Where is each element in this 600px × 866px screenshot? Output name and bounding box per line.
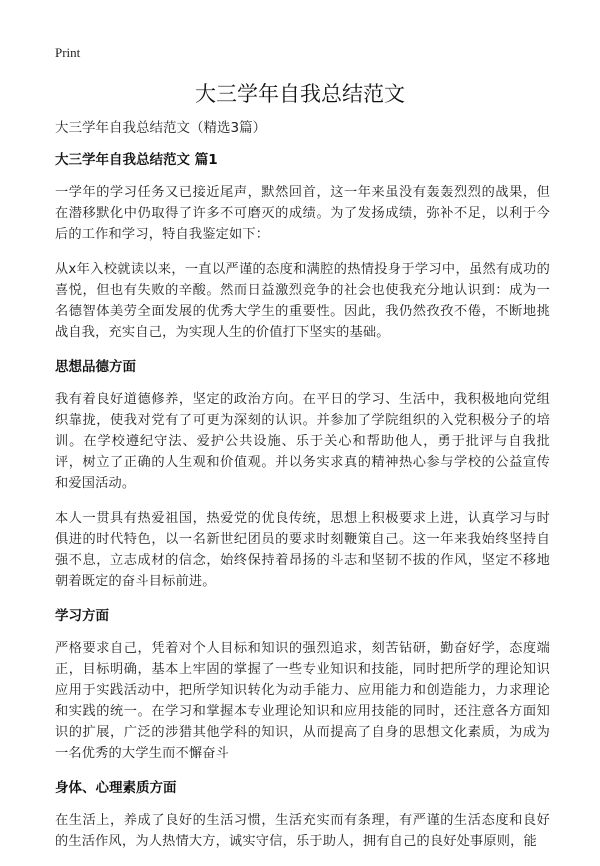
section-heading-ideology: 思想品德方面 [55, 359, 136, 375]
article-heading: 大三学年自我总结范文 篇1 [55, 152, 218, 168]
section-heading-study: 学习方面 [55, 608, 109, 624]
paragraph: 在生活上，养成了良好的生活习惯，生活充实而有条理，有严谨的生活态度和良好的生活作风，为人热情大方，诚实守信，乐于助人，拥有自己的良好处事原则，能 [55, 813, 550, 849]
print-link[interactable]: Print [55, 45, 81, 60]
paragraph: 严格要求自己，凭着对个人目标和知识的强烈追求，刻苦钻研，勤奋好学，态度端正，目标明确，基本上牢固的掌握了一些专业知识和技能，同时把所学的理论知识应用于实践活动中，把所学知识转化为动手能力、应用能力和创造能力，力求理论和实践的统一。在学习和掌握本专业理论知识和应用技能的同时，还注意各方面知识的扩展，广泛的涉猎其他学科的知识，从而提高了自身的思想文化素质，为成为一名优秀的大学生而不懈奋斗 [55, 641, 550, 761]
document-subtitle: 大三学年自我总结范文（精选3篇） [55, 120, 267, 136]
section-heading-health: 身体、心理素质方面 [55, 780, 177, 796]
page-title: 大三学年自我总结范文 [195, 82, 405, 106]
paragraph: 我有着良好道德修养，坚定的政治方向。在平日的学习、生活中，我积极地向党组织靠拢，使我对党有了可更为深刻的认识。并参加了学院组织的入党积极分子的培训。在学校遵纪守法、爱护公共设施、乐于关心和帮助他人，勇于批评与自我批评，树立了正确的人生观和价值观。并以务实求真的精神热心参与学校的公益宣传和爱国活动。 [55, 392, 550, 491]
paragraph: 一学年的学习任务又已接近尾声，默然回首，这一年来虽没有轰轰烈烈的战果，但在潜移默化中仍取得了许多不可磨灭的成绩。为了发扬成绩，弥补不足，以利于今后的工作和学习，特自我鉴定如下： [55, 185, 550, 242]
paragraph: 从x年入校就读以来，一直以严谨的态度和满腔的热情投身于学习中，虽然有成功的喜悦，但也有失败的辛酸。然而日益激烈竞争的社会也使我充分地认识到：成为一名德智体美劳全面发展的优秀大学生的重要性。因此，我仍然孜孜不倦，不断地挑战自我，充实自己，为实现人生的价值打下坚实的基础。 [55, 262, 550, 340]
document-body [55, 118, 550, 866]
paragraph: 本人一贯具有热爱祖国，热爱党的优良传统，思想上积极要求上进，认真学习与时俱进的时代特色，以一名新世纪团员的要求时刻鞭策自己。这一年来我始终坚持自强不息，立志成材的信念，始终保持着昂扬的斗志和坚韧不拔的作风，坚定不移地朝着既定的奋斗目标前进。 [55, 511, 550, 589]
